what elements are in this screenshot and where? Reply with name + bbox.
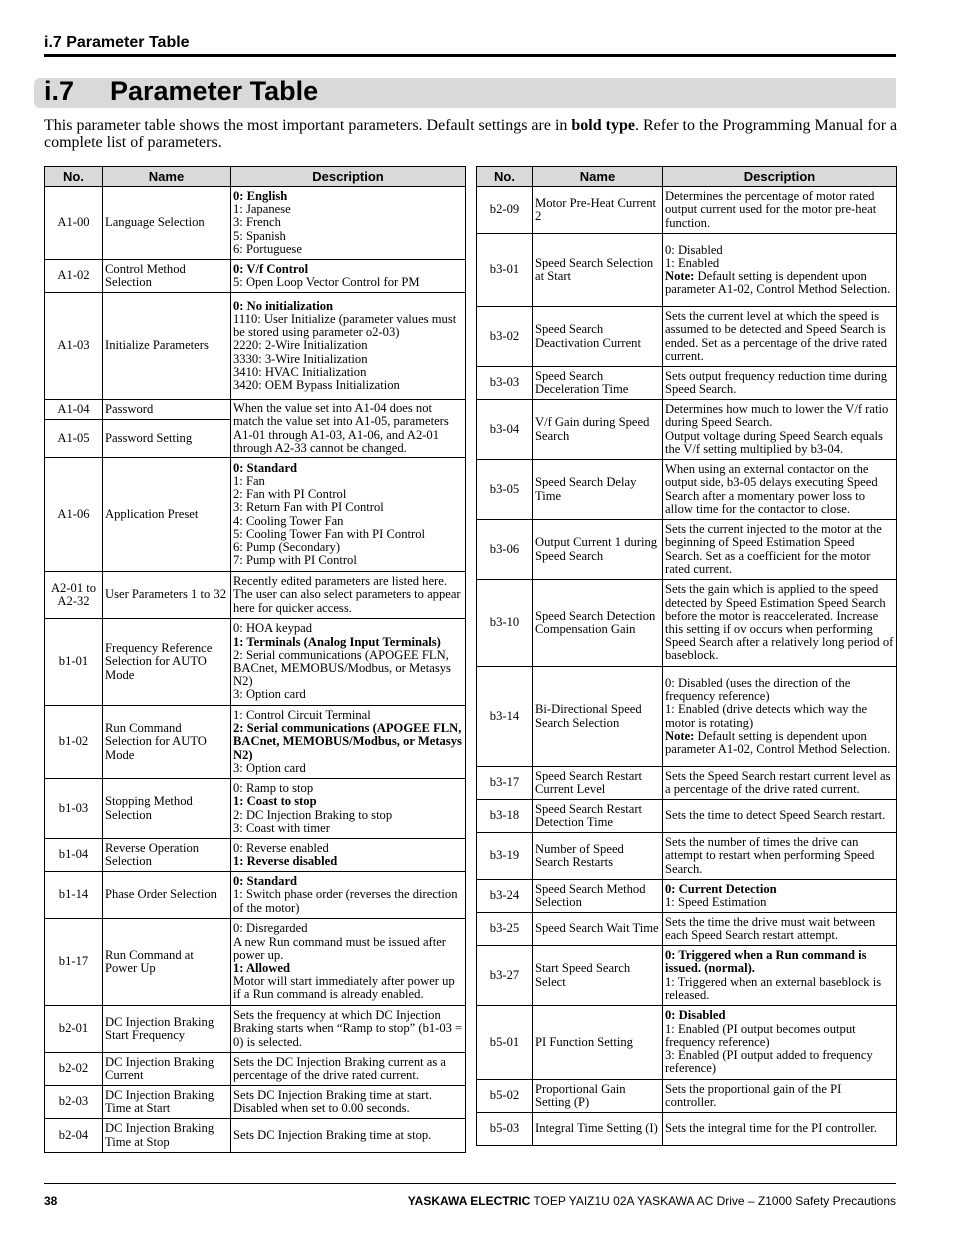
parameter-name: Frequency Reference Selection for AUTO Mode	[103, 619, 231, 706]
table-row	[477, 767, 897, 800]
table-row	[45, 293, 466, 400]
description-line: 3: French	[233, 215, 281, 230]
description-line: A new Run command must be issued after power up.	[233, 934, 447, 962]
description-line: Sets the frequency at which DC Injection Braking starts when “Ramp to stop” (b1-03 = 0) is selected.	[233, 1008, 463, 1049]
parameter-name: Speed Search Wait Time	[533, 913, 663, 946]
table-row	[477, 1006, 897, 1080]
parameter-description	[231, 260, 466, 293]
description-line: 1: Allowed	[233, 961, 291, 975]
section-title	[44, 76, 318, 107]
parameter-number: b1-01	[45, 619, 103, 706]
parameter-name: Speed Search Selection at Start	[533, 234, 663, 307]
table-row	[477, 667, 897, 767]
parameter-number: b2-09	[477, 187, 533, 234]
parameter-number: b3-24	[477, 880, 533, 913]
description-line: 1: Control Circuit Terminal	[233, 707, 371, 722]
parameter-description	[663, 946, 897, 1006]
table-row	[45, 572, 466, 619]
parameter-number: b5-01	[477, 1006, 533, 1080]
description-line: 0: Standard	[233, 874, 298, 889]
description-line: 1: Terminals (Analog Input Terminals)	[233, 634, 441, 649]
intro-bold-text: bold type	[571, 117, 635, 134]
description-line: Recently edited parameters are listed here. The user can also select parameters to appear here for quicker access.	[233, 574, 461, 615]
parameter-table-left	[44, 166, 466, 1153]
table-row	[477, 520, 897, 580]
description-line: Sets the time the drive must wait between each Speed Search restart attempt.	[665, 914, 876, 942]
description-line: 0: Triggered when a Run command is issued. (normal).	[665, 948, 867, 976]
table-row	[45, 400, 466, 420]
column-header-description: Description	[663, 167, 897, 187]
parameter-name: Password	[103, 400, 231, 420]
parameter-name: Integral Time Setting (I)	[533, 1113, 663, 1146]
parameter-name: Language Selection	[103, 187, 231, 260]
parameter-name: Speed Search Restart Current Level	[533, 767, 663, 800]
parameter-table-left-body	[45, 187, 466, 1153]
description-line: Sets the Speed Search restart current level as a percentage of the drive rated current.	[665, 768, 891, 796]
description-line: 3: Coast with timer	[233, 820, 330, 835]
parameter-description	[663, 367, 897, 400]
parameter-number: A1-06	[45, 458, 103, 572]
description-line: 0: Ramp to stop	[233, 781, 314, 796]
description-line: 0: Disabled (uses the direction of the frequency reference)	[665, 675, 851, 704]
parameter-name: Run Command Selection for AUTO Mode	[103, 706, 231, 779]
description-line: 0: Reverse enabled	[233, 840, 329, 855]
parameter-number: b3-05	[477, 460, 533, 520]
description-line: 5: Open Loop Vector Control for PM	[233, 275, 420, 289]
parameter-number: b5-02	[477, 1080, 533, 1113]
description-line: 0: Disabled	[665, 242, 723, 257]
description-line: 3: Enabled (PI output added to frequency reference)	[665, 1048, 873, 1076]
footer-brand: YASKAWA ELECTRIC	[407, 1194, 531, 1208]
parameter-number: A1-02	[45, 260, 103, 293]
parameter-name: Speed Search Restart Detection Time	[533, 800, 663, 833]
description-line: 0: English	[233, 188, 288, 203]
description-line	[665, 270, 894, 296]
description-line: 1: Switch phase order (reverses the direction of the motor)	[233, 887, 458, 915]
table-row	[477, 800, 897, 833]
parameter-number: A1-04	[45, 400, 103, 420]
parameter-description	[663, 460, 897, 520]
description-line: Sets output frequency reduction time during Speed Search.	[665, 368, 888, 396]
description-line: 1: Fan	[233, 473, 265, 488]
description-line: Sets the current injected to the motor at the beginning of Speed Estimation Speed Search. Set as a coefficient for the motor rated current.	[665, 522, 882, 576]
table-row	[45, 619, 466, 706]
parameter-name: Speed Search Deactivation Current	[533, 307, 663, 367]
intro-paragraph	[44, 117, 904, 151]
description-line: 3: Option card	[233, 687, 306, 702]
parameter-name: Application Preset	[103, 458, 231, 572]
footer-doc-info	[408, 1194, 896, 1208]
parameter-number: b3-06	[477, 520, 533, 580]
parameter-number: b2-03	[45, 1086, 103, 1119]
description-line: Sets the number of times the drive can attempt to restart when performing Speed Search.	[665, 835, 875, 876]
table-row	[45, 1119, 466, 1153]
intro-text-1: This parameter table shows the most important parameters. Default settings are in	[44, 117, 572, 134]
parameter-number: b3-10	[477, 580, 533, 667]
column-header-no: No.	[477, 167, 533, 187]
parameter-description	[231, 779, 466, 839]
description-line: 2220: 2-Wire Initialization	[233, 338, 368, 353]
parameter-name: Stopping Method Selection	[103, 779, 231, 839]
parameter-number: b3-17	[477, 767, 533, 800]
description-line: 2: Serial communications (APOGEE FLN, BACnet, MEMOBUS/Modbus, or Metasys N2)	[233, 721, 462, 762]
description-line: 1: Reverse disabled	[233, 854, 338, 868]
parameter-name: User Parameters 1 to 32	[103, 572, 231, 619]
note-label: Note:	[665, 269, 695, 283]
parameter-name: Output Current 1 during Speed Search	[533, 520, 663, 580]
description-line: Sets the current level at which the speed is assumed to be detected and Speed Search is ended. Set as a percentage of the drive rated current.	[665, 309, 888, 363]
parameter-description	[663, 667, 897, 767]
description-line: 0: HOA keypad	[233, 621, 313, 636]
parameter-description	[231, 1086, 466, 1119]
parameter-number: b2-01	[45, 1006, 103, 1053]
description-line: Motor will start immediately after power up if a Run command is already enabled.	[233, 974, 455, 1002]
table-row	[477, 400, 897, 460]
description-line: Sets DC Injection Braking time at stop.	[233, 1127, 432, 1142]
description-line: 6: Portuguese	[233, 241, 302, 256]
parameter-number: b3-25	[477, 913, 533, 946]
parameter-description	[663, 1006, 897, 1080]
table-row	[477, 460, 897, 520]
description-line: Sets DC Injection Braking time at start. Disabled when set to 0.00 seconds.	[233, 1087, 433, 1115]
parameter-name: Motor Pre-Heat Current 2	[533, 187, 663, 234]
column-header-name: Name	[103, 167, 231, 187]
parameter-description	[663, 1113, 897, 1146]
parameter-number: b3-18	[477, 800, 533, 833]
parameter-description	[663, 400, 897, 460]
description-line: 0: Disregarded	[233, 921, 308, 936]
parameter-description	[663, 833, 897, 880]
description-line: 0: V/f Control	[233, 261, 309, 276]
section-number: i.7	[44, 76, 75, 106]
parameter-description	[663, 880, 897, 913]
parameter-description	[663, 800, 897, 833]
parameter-description	[663, 307, 897, 367]
description-line: 3410: HVAC Initialization	[233, 364, 367, 379]
table-row	[477, 880, 897, 913]
description-line: 5: Spanish	[233, 228, 286, 243]
parameter-name: PI Function Setting	[533, 1006, 663, 1080]
parameter-description	[231, 1006, 466, 1053]
description-line: 3330: 3-Wire Initialization	[233, 351, 368, 366]
section-title-text: Parameter Table	[110, 76, 319, 106]
parameter-number: A2-01 to A2-32	[45, 572, 103, 619]
table-row	[477, 187, 897, 234]
table-row	[477, 946, 897, 1006]
parameter-name: Bi-Directional Speed Search Selection	[533, 667, 663, 767]
parameter-number: b2-02	[45, 1053, 103, 1086]
parameter-number: b1-17	[45, 919, 103, 1006]
table-row	[477, 1113, 897, 1146]
table-row	[477, 833, 897, 880]
table-row	[45, 779, 466, 839]
parameter-number: b2-04	[45, 1119, 103, 1153]
parameter-name: Number of Speed Search Restarts	[533, 833, 663, 880]
description-line: 1: Enabled (drive detects which way the motor is rotating)	[665, 702, 868, 730]
parameter-name: Proportional Gain Setting (P)	[533, 1080, 663, 1113]
table-row	[45, 919, 466, 1006]
parameter-description	[663, 767, 897, 800]
description-line: 3: Return Fan with PI Control	[233, 500, 384, 515]
table-row	[45, 1006, 466, 1053]
parameter-description	[663, 1080, 897, 1113]
table-row	[45, 260, 466, 293]
description-line: 1: Speed Estimation	[665, 895, 767, 909]
footer-rule	[44, 1183, 896, 1184]
parameter-name: Control Method Selection	[103, 260, 231, 293]
description-line: 2: Serial communications (APOGEE FLN, BACnet, MEMOBUS/Modbus, or Metasys N2)	[233, 647, 451, 689]
table-row	[45, 839, 466, 872]
parameter-description	[231, 1053, 466, 1086]
description-line: 0: Standard	[233, 460, 298, 475]
description-line: 7: Pump with PI Control	[233, 553, 357, 568]
description-line: 3420: OEM Bypass Initialization	[233, 378, 400, 392]
description-line: 1: Japanese	[233, 202, 291, 217]
parameter-description	[231, 1119, 466, 1153]
parameter-number: b1-02	[45, 706, 103, 779]
parameter-table-right-body	[477, 187, 897, 1146]
parameter-description	[231, 293, 466, 400]
parameter-number: b1-04	[45, 839, 103, 872]
running-header: i.7 Parameter Table	[44, 34, 190, 51]
description-line: 0: No initialization	[233, 298, 334, 313]
parameter-number: A1-05	[45, 420, 103, 458]
table-row	[45, 872, 466, 919]
description-line: 1110: User Initialize (parameter values must be stored using parameter o2-03)	[233, 311, 457, 340]
column-header-no: No.	[45, 167, 103, 187]
table-row	[45, 1053, 466, 1086]
parameter-description	[663, 913, 897, 946]
parameter-name: Password Setting	[103, 420, 231, 458]
description-line: 0: Current Detection	[665, 881, 777, 896]
column-header-name: Name	[533, 167, 663, 187]
description-line: When using an external contactor on the output side, b3-05 delays executing Speed Search after a momentary power loss to allow time for the contactor to close.	[665, 462, 878, 516]
parameter-name: Speed Search Method Selection	[533, 880, 663, 913]
table-row	[477, 580, 897, 667]
table-row	[477, 1080, 897, 1113]
table-row	[45, 706, 466, 779]
parameter-number: b3-04	[477, 400, 533, 460]
parameter-name: DC Injection Braking Time at Stop	[103, 1119, 231, 1153]
description-line: Output voltage during Speed Search equals the V/f setting multiplied by b3-04.	[665, 428, 883, 456]
column-header-description: Description	[231, 167, 466, 187]
parameter-description	[663, 187, 897, 234]
intro-text-2: . Refer to the Programming Manual for a complete list of parameters.	[44, 117, 898, 151]
parameter-number: b3-19	[477, 833, 533, 880]
description-line: Sets the integral time for the PI controller.	[665, 1121, 877, 1136]
description-line: 2: Fan with PI Control	[233, 487, 347, 502]
description-line: 2: DC Injection Braking to stop	[233, 807, 393, 822]
parameter-description	[231, 839, 466, 872]
parameter-description	[231, 872, 466, 919]
table-row	[45, 187, 466, 260]
description-line: 3: Option card	[233, 760, 306, 775]
parameter-name: Initialize Parameters	[103, 293, 231, 400]
description-line: Sets the DC Injection Braking current as a percentage of the drive rated current.	[233, 1054, 446, 1082]
parameter-name: Speed Search Delay Time	[533, 460, 663, 520]
note-text: Default setting is dependent upon parameter A1-02, Control Method Selection.	[665, 728, 891, 756]
parameter-name: DC Injection Braking Start Frequency	[103, 1006, 231, 1053]
table-row	[477, 367, 897, 400]
parameter-name: Speed Search Deceleration Time	[533, 367, 663, 400]
parameter-description	[663, 520, 897, 580]
description-line: 5: Cooling Tower Fan with PI Control	[233, 526, 425, 541]
description-line	[665, 730, 894, 756]
parameter-name: Reverse Operation Selection	[103, 839, 231, 872]
parameter-number: b3-03	[477, 367, 533, 400]
description-line: 1: Coast to stop	[233, 794, 317, 809]
parameter-name: DC Injection Braking Time at Start	[103, 1086, 231, 1119]
description-line: 1: Triggered when an external baseblock is released.	[665, 974, 882, 1002]
description-line: 1: Enabled	[665, 255, 720, 270]
note-label: Note:	[665, 728, 695, 743]
parameter-number: b3-02	[477, 307, 533, 367]
table-header-row	[45, 167, 466, 187]
parameter-number: b1-14	[45, 872, 103, 919]
header-rule	[44, 54, 896, 57]
description-line: Determines how much to lower the V/f ratio during Speed Search.	[665, 402, 889, 430]
parameter-description	[231, 187, 466, 260]
description-line: Determines the percentage of motor rated output current used for the motor pre-heat function.	[665, 189, 877, 230]
description-line: 6: Pump (Secondary)	[233, 539, 341, 554]
parameter-description	[231, 919, 466, 1006]
table-row	[477, 913, 897, 946]
parameter-number: A1-00	[45, 187, 103, 260]
note-text: Default setting is dependent upon parameter A1-02, Control Method Selection.	[665, 269, 891, 297]
description-line: Sets the gain which is applied to the speed detected by Speed Estimation Speed Search before the motor is reaccelerated. Increase this setting if ov occurs when performing Speed Search after a relatively long period of baseblock.	[665, 582, 894, 663]
table-header-row	[477, 167, 897, 187]
table-row	[45, 1086, 466, 1119]
parameter-description	[663, 580, 897, 667]
table-row	[477, 234, 897, 307]
parameter-number: b1-03	[45, 779, 103, 839]
parameter-description	[231, 706, 466, 779]
table-row	[477, 307, 897, 367]
parameter-name: DC Injection Braking Current	[103, 1053, 231, 1086]
parameter-number: b3-01	[477, 234, 533, 307]
parameter-name: Phase Order Selection	[103, 872, 231, 919]
table-row	[45, 458, 466, 572]
parameter-number: A1-03	[45, 293, 103, 400]
description-line: Sets the time to detect Speed Search restart.	[665, 808, 886, 823]
parameter-name: V/f Gain during Speed Search	[533, 400, 663, 460]
description-line: Sets the proportional gain of the PI controller.	[665, 1081, 842, 1109]
parameter-name: Speed Search Detection Compensation Gain	[533, 580, 663, 667]
parameter-description	[663, 234, 897, 307]
description-line: When the value set into A1-04 does not match the value set into A1-05, parameters A1-01 through A1-03, A1-06, and A2-01 through A2-33 cannot be changed.	[233, 401, 449, 455]
parameter-description	[231, 619, 466, 706]
footer-doc-title: TOEP YAIZ1U 02A YASKAWA AC Drive – Z1000 Safety Precautions	[530, 1194, 896, 1208]
page-number: 38	[44, 1194, 58, 1208]
description-line: 1: Enabled (PI output becomes output frequency reference)	[665, 1021, 856, 1049]
parameter-description	[231, 400, 466, 458]
description-line: 4: Cooling Tower Fan	[233, 513, 344, 528]
parameter-name: Start Speed Search Select	[533, 946, 663, 1006]
parameter-number: b3-14	[477, 667, 533, 767]
parameter-name: Run Command at Power Up	[103, 919, 231, 1006]
parameter-description	[231, 458, 466, 572]
parameter-number: b5-03	[477, 1113, 533, 1146]
description-line: 0: Disabled	[665, 1008, 726, 1023]
parameter-number: b3-27	[477, 946, 533, 1006]
parameter-description	[231, 572, 466, 619]
parameter-table-right	[476, 166, 897, 1146]
